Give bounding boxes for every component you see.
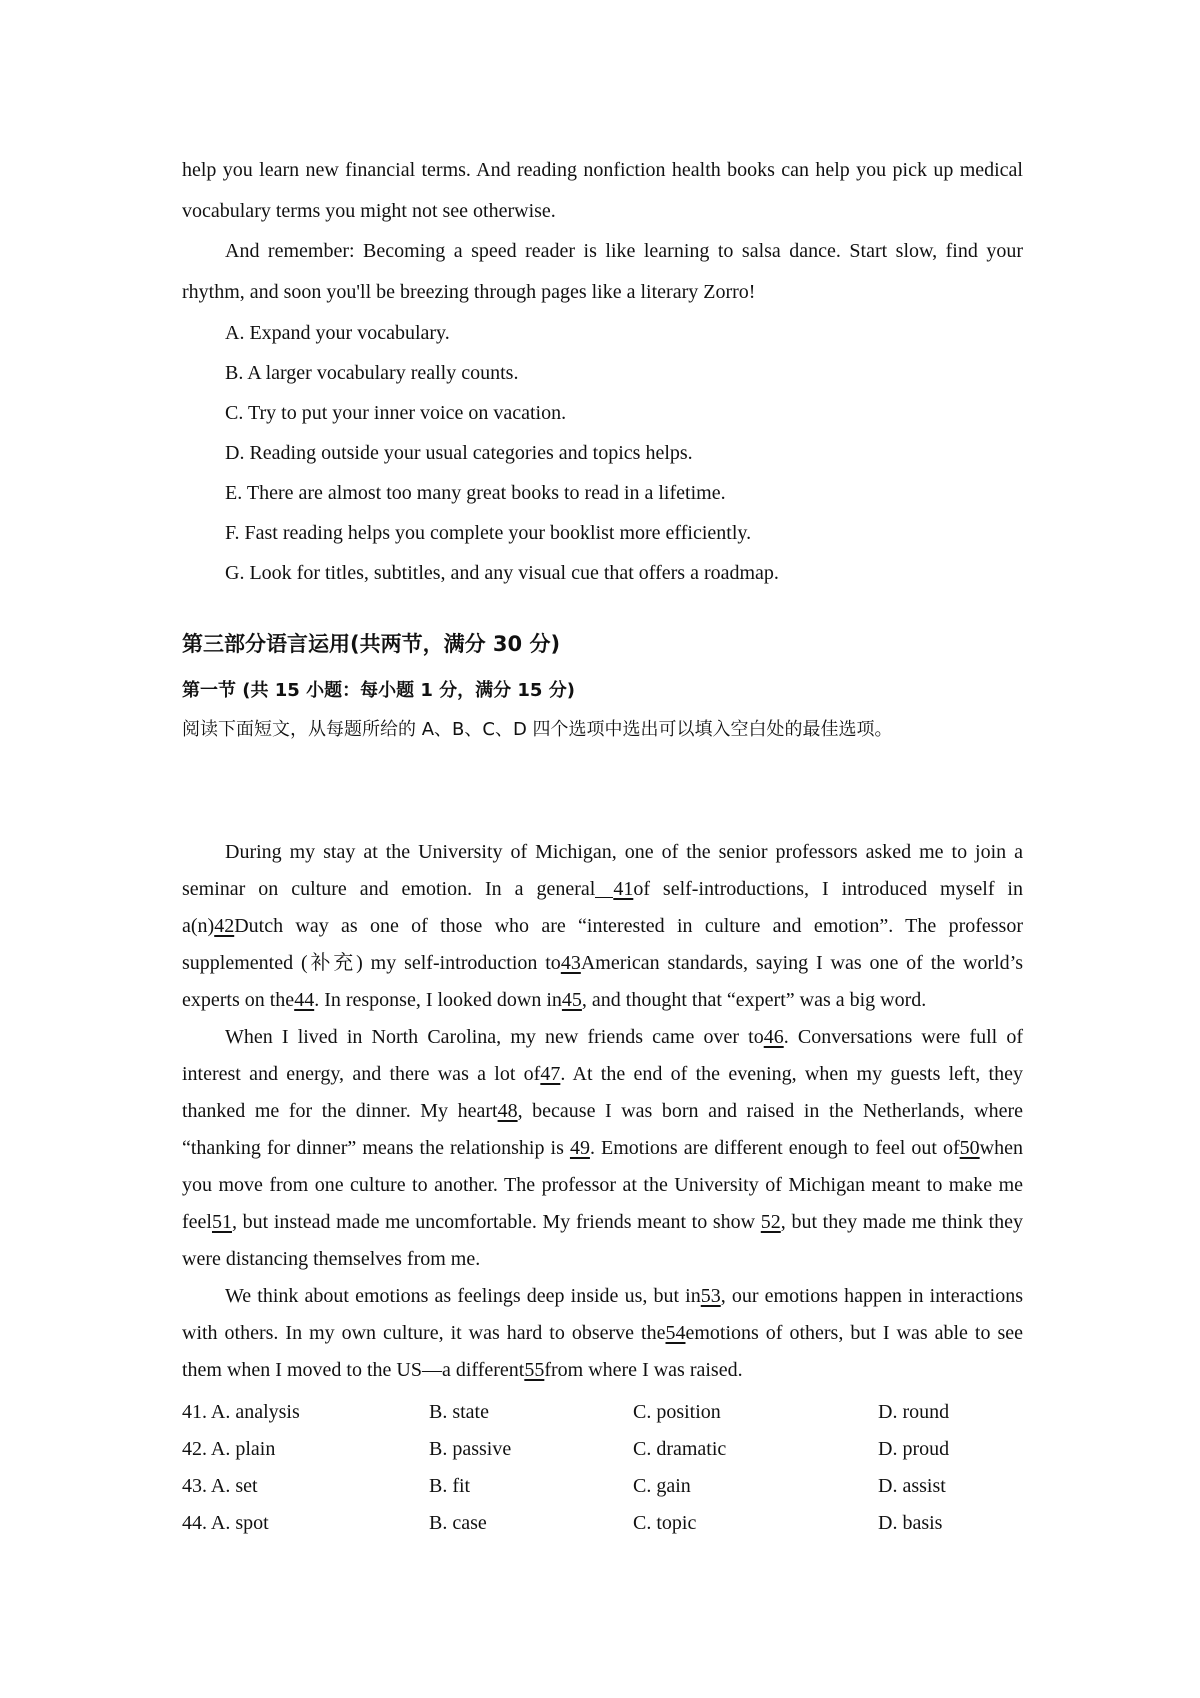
option-a: A. Expand your vocabulary.: [225, 322, 450, 344]
passage-continuation: [182, 150, 1023, 312]
part-title: 第三部分语言运用(共两节，满分 30 分): [182, 632, 561, 656]
blank-50: 50: [959, 1137, 980, 1159]
choice-b: B. case: [429, 1512, 487, 1534]
question-row: [182, 1468, 1023, 1505]
choice-a: 41. A. analysis: [182, 1401, 300, 1423]
instruction-text: 阅读下面短文，从每题所给的 A、B、C、D 四个选项中选出可以填入空白处的最佳选项。: [182, 719, 893, 740]
blank-43: 43: [560, 952, 581, 974]
blank-49: 49: [569, 1137, 590, 1159]
cloze-passage: [182, 834, 1023, 1389]
choice-d: D. assist: [878, 1475, 946, 1497]
choice-b: B. passive: [429, 1438, 512, 1460]
blank-48: 48: [497, 1100, 518, 1122]
blank-46: 46: [763, 1026, 784, 1048]
choice-a: 42. A. plain: [182, 1438, 276, 1460]
cloze-paragraph: When I lived in North Carolina, my new friends came over to46. Conversations were full of interest and energy, and there was a lot of47. At the end of the evening, when my guests left, they thanked me for the dinner. My heart48, because I was born and raised in the Netherlands, where “thanking for dinner” means the relationship is 49. Emotions are different enough to feel out of50when you move from one culture to another. The professor at the University of Michigan meant to make me feel51, but instead made me uncomfortable. My friends meant to show 52, but they made me think they were distancing themselves from me.: [182, 1026, 1024, 1270]
choice-d: D. proud: [878, 1438, 950, 1460]
blank-53: 53: [700, 1285, 721, 1307]
passage-paragraph: help you learn new financial terms. And reading nonfiction health books can help you pick up medical vocabulary terms you might not see otherwise.: [182, 159, 1023, 222]
choice-c: C. gain: [633, 1475, 691, 1497]
choice-d: D. round: [878, 1401, 950, 1423]
blank-45: 45: [561, 989, 582, 1011]
blank-54: 54: [665, 1322, 686, 1344]
question-row: [182, 1505, 1023, 1542]
choice-a: 44. A. spot: [182, 1512, 269, 1534]
choice-d: D. basis: [878, 1512, 943, 1534]
choice-c: C. position: [633, 1401, 721, 1423]
section-title: 第一节 (共 15 小题：每小题 1 分，满分 15 分): [182, 680, 575, 701]
blank-line: [595, 877, 613, 898]
choice-a: 43. A. set: [182, 1475, 258, 1497]
blank-42: 42: [214, 915, 235, 937]
blank-51: 51: [211, 1211, 232, 1233]
question-row: [182, 1394, 1023, 1431]
cloze-paragraph: During my stay at the University of Michigan, one of the senior professors asked me to join a seminar on culture and emotion. In a general 41of self-introductions, I introduced myself in a(n)42Dutch way as one of those who are “interested in culture and emotion”. The professor supplemented (补充) my self-introduction to43American standards, saying I was one of the world’s experts on the44. In response, I looked down in45, and thought that “expert” was a big word.: [182, 841, 1023, 1011]
blank-44: 44: [294, 989, 315, 1011]
blank-47: 47: [540, 1063, 561, 1085]
choice-b: B. fit: [429, 1475, 471, 1497]
blank-55: 55: [524, 1359, 545, 1381]
choice-b: B. state: [429, 1401, 489, 1423]
choice-c: C. dramatic: [633, 1438, 727, 1460]
blank-52: 52: [760, 1211, 781, 1233]
option-g: G. Look for titles, subtitles, and any visual cue that offers a roadmap.: [225, 562, 779, 584]
blank-41: 41: [613, 878, 634, 900]
option-f: F. Fast reading helps you complete your booklist more efficiently.: [225, 522, 752, 544]
question-row: [182, 1431, 1023, 1468]
choice-c: C. topic: [633, 1512, 697, 1534]
option-c: C. Try to put your inner voice on vacation.: [225, 402, 567, 424]
passage-paragraph: And remember: Becoming a speed reader is like learning to salsa dance. Start slow, find your rhythm, and soon you'll be breezing through pages like a literary Zorro!: [182, 240, 1023, 303]
option-b: B. A larger vocabulary really counts.: [225, 362, 519, 384]
option-e: E. There are almost too many great books to read in a lifetime.: [225, 482, 726, 504]
option-d: D. Reading outside your usual categories and topics helps.: [225, 442, 693, 464]
cloze-paragraph: We think about emotions as feelings deep inside us, but in53, our emotions happen in interactions with others. In my own culture, it was hard to observe the54emotions of others, but I was able to see them when I moved to the US—a different55from where I was raised.: [182, 1285, 1024, 1381]
